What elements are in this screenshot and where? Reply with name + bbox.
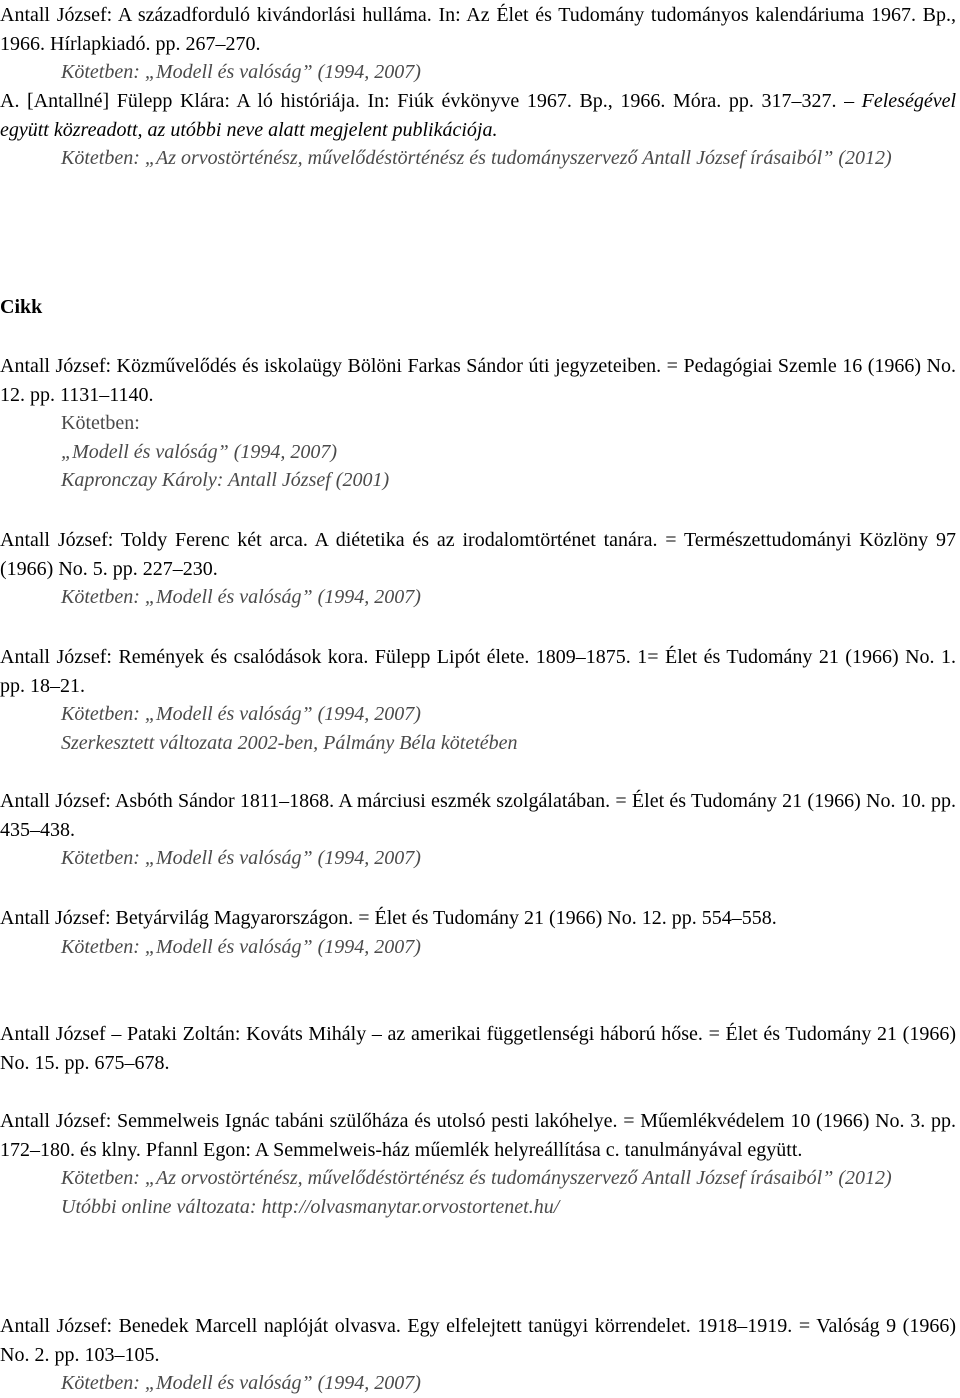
entry-citation: Antall József: Semmelweis Ignác tabáni szülőháza és utolsó pesti lakóhelye. = Műemlékvédelem 10 (1966) No. 3. pp. 172–180. és klny. Pfannl Egon: A Semmelweis-ház műemlék helyreállítása c. tanulmányával együtt. [0, 1110, 956, 1161]
article-entry [0, 1107, 956, 1221]
entry-kotetben: Kötetben: „Modell és valóság” (1994, 2007) [61, 1372, 421, 1395]
article-entry [0, 526, 956, 612]
section-title: Cikk [0, 296, 43, 318]
article-entry [0, 1020, 956, 1077]
entry-note: Szerkesztett változata 2002-ben, Pálmány Béla kötetében [61, 731, 518, 754]
article-entry [0, 904, 956, 961]
entry-online-link: Utóbbi online változata: http://olvasmanytar.orvostortenet.hu/ [61, 1195, 560, 1218]
entry-citation [0, 87, 956, 144]
entry-citation: Antall József – Pataki Zoltán: Kováts Mihály – az amerikai függetlenségi háború hőse. = Élet és Tudomány 21 (1966) No. 15. pp. 675–678. [0, 1023, 956, 1074]
entry-kotetben [61, 144, 956, 173]
article-entry [0, 787, 956, 873]
entry-citation: Antall József: Remények és csalódások kora. Fülepp Lipót élete. 1809–1875. 1= Élet és Tudomány 21 (1966) No. 1. pp. 18–21. [0, 646, 956, 697]
entry-citation: Antall József: Betyárvilág Magyarországon. = Élet és Tudomány 21 (1966) No. 12. pp. 554–558. [0, 907, 777, 929]
entry-note: – Feleségével együtt közreadott, az utóbbi neve alatt megjelent publikációja. [0, 90, 957, 141]
kotetben-text: Kötetben: „Modell és valóság” (1994, 2007) [61, 61, 421, 84]
entry-kotetben: Kötetben: „Modell és valóság” (1994, 2007) [61, 935, 421, 958]
entry-citation: Antall József: Benedek Marcell naplóját olvasva. Egy elfelejtett tanügyi körrendelet. 1918–1919. = Valóság 9 (1966) No. 2. pp. 103–105. [0, 1315, 956, 1366]
entry-citation: Antall József: A századforduló kivándorlási hulláma. In: Az Élet és Tudomány tudományos kalendáriuma 1967. Bp., 1966. Hírlapkiadó. pp. 267–270. [0, 4, 956, 55]
entry-citation: Antall József: Asbóth Sándor 1811–1868. A márciusi eszmék szolgálatában. = Élet és Tudomány 21 (1966) No. 10. pp. 435–438. [0, 790, 956, 841]
entry-kotetben: Kötetben: „Modell és valóság” (1994, 2007) [61, 847, 421, 870]
entry-citation-text: A. [Antallné] Fülepp Klára: A ló históriája. In: Fiúk évkönyve 1967. Bp., 1966. Móra. pp. 317–327. [0, 90, 837, 112]
entry-kotetben: Kötetben: „Modell és valóság” (1994, 2007) [61, 586, 421, 609]
article-entry [0, 352, 956, 495]
entry-citation: Antall József: Toldy Ferenc két arca. A diétetika és az irodalomtörténet tanára. = Természettudományi Közlöny 97 (1966) No. 5. pp. 227–230. [0, 529, 956, 580]
entry-kotetben [61, 58, 956, 87]
bibliography-entry [0, 1, 956, 87]
entry-volume: „Modell és valóság” (1994, 2007) [61, 440, 338, 463]
article-entry [0, 1312, 956, 1398]
entry-citation: Antall József: Közművelődés és iskolaügy Bölöni Farkas Sándor úti jegyzeteiben. = Pedagógiai Szemle 16 (1966) No. 12. pp. 1131–1140. [0, 355, 956, 406]
entry-kotetben: Kötetben: „Modell és valóság” (1994, 2007) [61, 703, 421, 726]
kotetben-text: Kötetben: „Az orvostörténész, művelődéstörténész és tudományszervező Antall József írásaiból” (2012) [61, 147, 892, 170]
entry-kotetben: Kötetben: „Az orvostörténész, művelődéstörténész és tudományszervező Antall József írásaiból” (2012) [61, 1167, 892, 1190]
entry-volume: Kapronczay Károly: Antall József (2001) [61, 469, 390, 492]
entry-kotetben-label: Kötetben: [61, 412, 140, 435]
article-entry [0, 643, 956, 757]
bibliography-entry [0, 87, 956, 173]
section-heading [0, 293, 42, 322]
